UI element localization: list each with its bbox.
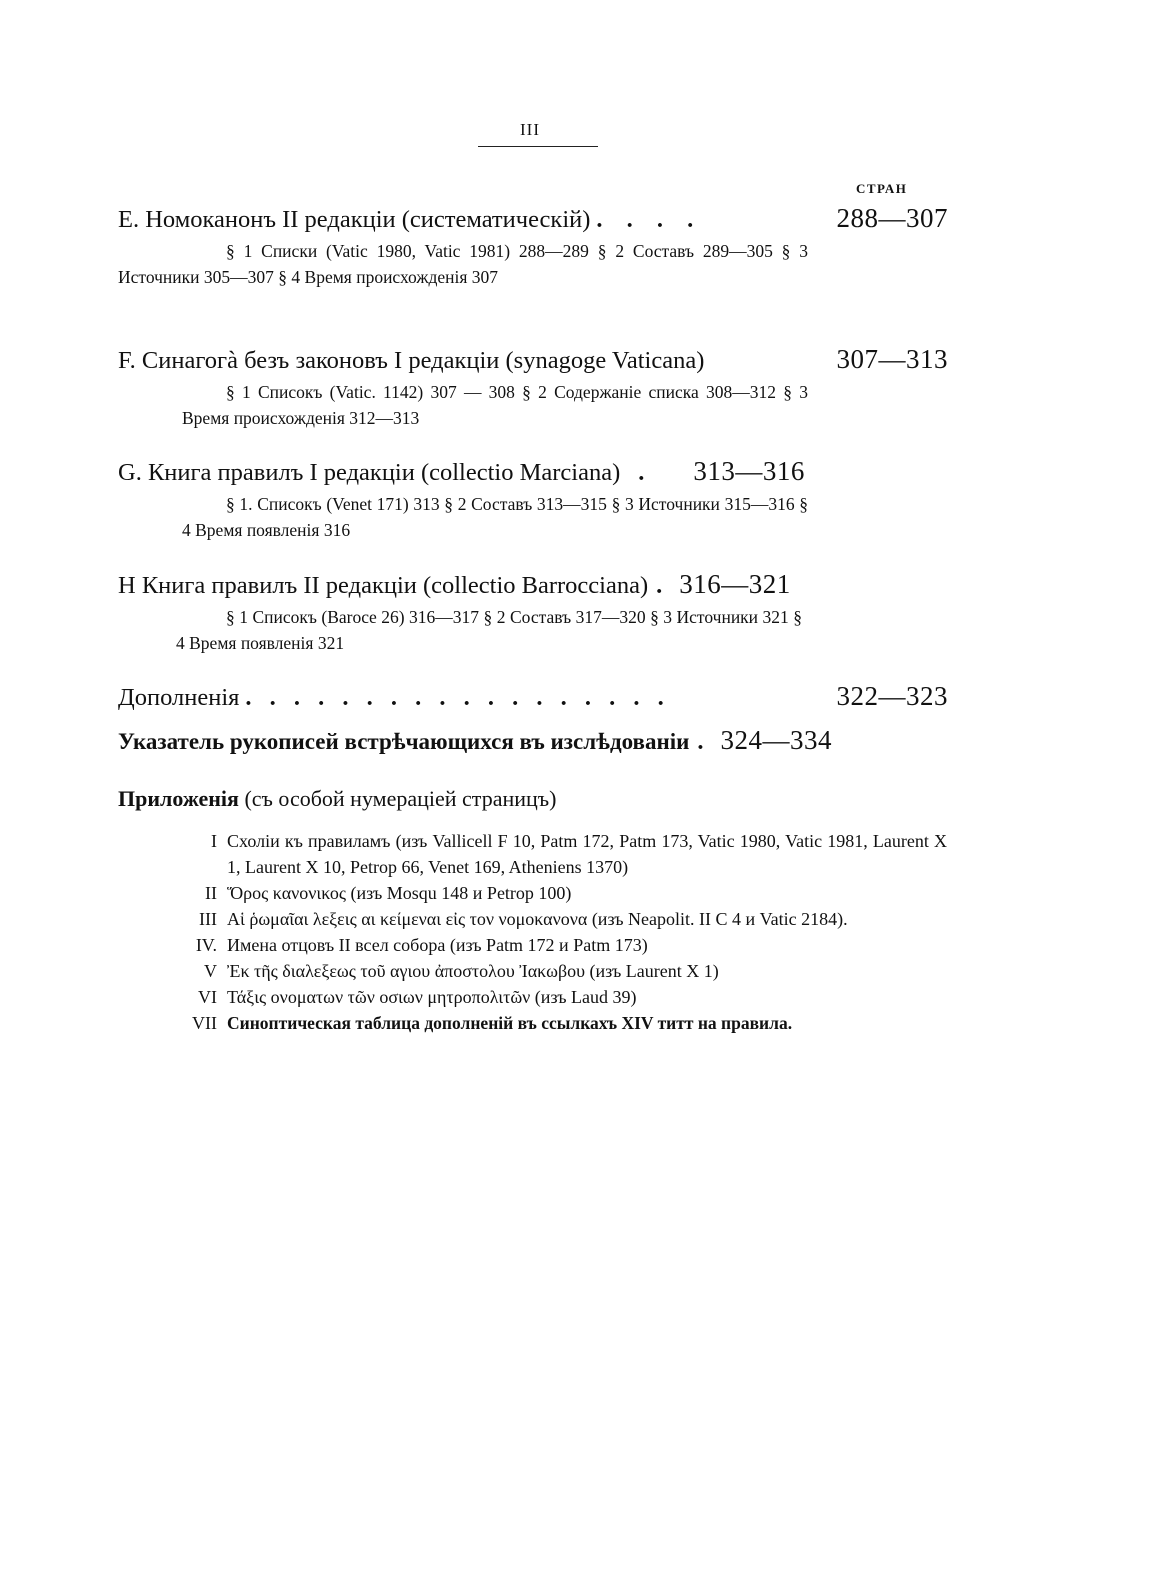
toc-page-range: 307—313 xyxy=(836,344,948,374)
toc-leader: . xyxy=(638,459,654,486)
toc-entry-title: G. Книга правилъ I редакціи (collectio Marciana) xyxy=(118,459,621,486)
toc-page-range: 322—323 xyxy=(836,681,948,711)
appendix-heading-note: (съ особой нумераціей страницъ) xyxy=(244,786,557,811)
toc-leader: . xyxy=(697,728,713,755)
appendix-item-number: I xyxy=(211,831,217,851)
toc-entry-title: Указатель рукописей встрѣчающихся въ изслѣдованіи xyxy=(118,729,690,754)
toc-leader: . . . . xyxy=(596,206,703,233)
toc-page-range: 316—321 xyxy=(679,569,791,599)
toc-entry-details: § 1. Списокъ (Venet 171) 313 § 2 Составъ 313—315 § 3 Источники 315—316 § 4 Время появленія 316 xyxy=(182,494,808,540)
toc-entry-title: Дополненія xyxy=(118,684,240,711)
appendix-item-number: III xyxy=(199,909,217,929)
appendix-item-text: Схоліи къ правиламъ (изъ Vallicell F 10, Patm 172, Patm 173, Vatic 1980, Vatic 1981, Laurent X 1, Laurent X 10, Petrop 66, Venet 169, Atheniens 1370) xyxy=(227,831,947,877)
toc-entry-details: § 1 Списокъ (Vatic. 1142) 307 — 308 § 2 Содержаніе списка 308—312 § 3 Время происхожденія 312—313 xyxy=(182,382,808,428)
appendix-item-text: Ἐκ τῆς διαλεξεως τοῦ αγιου ἀποστολου Ἰακωβου (изъ Laurent X 1) xyxy=(227,961,719,981)
toc-entry-g xyxy=(118,456,948,543)
appendix-item-text: Αἱ ῥωμαῖαι λεξεις αι κείμεναι εἰς τον νομοκανονα (изъ Neapolit. II C 4 и Vatic 2184). xyxy=(227,909,848,929)
toc-entry-index xyxy=(118,725,948,756)
toc-page-range: 313—316 xyxy=(693,456,805,486)
pages-column-heading: СТРАН xyxy=(856,181,908,196)
appendix-item xyxy=(175,958,947,984)
appendix-list xyxy=(175,828,947,1036)
appendix-item-text: Синоптическая таблица дополненій въ ссылкахъ XIV титт на правила. xyxy=(227,1013,793,1033)
appendix-item xyxy=(175,906,947,932)
toc-entry-supplements xyxy=(118,681,948,712)
toc-entry-details: § 1 Списки (Vatic 1980, Vatic 1981) 288—289 § 2 Составъ 289—305 § 3 Источники 305—307 § 4 Время происхожденія 307 xyxy=(118,241,808,287)
appendix-item xyxy=(175,1010,947,1036)
page-number-rule xyxy=(478,146,598,147)
toc-entry-title: E. Номоканонъ II редакціи (систематическій) xyxy=(118,206,591,233)
toc-entry-h xyxy=(118,569,948,656)
toc-entry-title: H Книга правилъ II редакціи (collectio Barrocciana) xyxy=(118,572,649,599)
toc-entry-f xyxy=(118,344,948,431)
appendix-item-number: II xyxy=(205,883,217,903)
appendix-item xyxy=(175,828,947,880)
page-number: III xyxy=(520,120,540,139)
appendix-item-number: V xyxy=(204,961,217,981)
toc-entry-title: F. Синагогà безъ законовъ I редакціи (synagoge Vaticana) xyxy=(118,347,705,374)
appendix-item xyxy=(175,880,947,906)
toc-leader: . . . . . . . . . . . . . . . . . . xyxy=(245,684,670,711)
toc-entry-details: § 1 Списокъ (Baroce 26) 316—317 § 2 Составъ 317—320 § 3 Источники 321 § 4 Время появленія 321 xyxy=(176,607,802,653)
toc-page-range: 324—334 xyxy=(720,725,832,755)
appendix-item-number: IV. xyxy=(195,935,217,955)
appendix-item-text: Имена отцовъ II всел собора (изъ Patm 172 и Patm 173) xyxy=(227,935,648,955)
appendix-item-text: Ὅρος κανονικος (изъ Mosqu 148 и Petrop 100) xyxy=(227,883,572,903)
appendix-item xyxy=(175,932,947,958)
toc-page-range: 288—307 xyxy=(836,203,948,233)
toc-entry-e xyxy=(118,203,948,290)
appendix-item-text: Τάξις ονοματων τῶν οσιων μητροπολιτῶν (изъ Laud 39) xyxy=(227,987,637,1007)
appendix-heading xyxy=(118,786,556,812)
appendix-item-number: VII xyxy=(192,1013,217,1033)
appendix-heading-title: Приложенія xyxy=(118,786,239,811)
appendix-item-number: VI xyxy=(198,987,217,1007)
toc-leader: . xyxy=(656,572,672,599)
appendix-item xyxy=(175,984,947,1010)
